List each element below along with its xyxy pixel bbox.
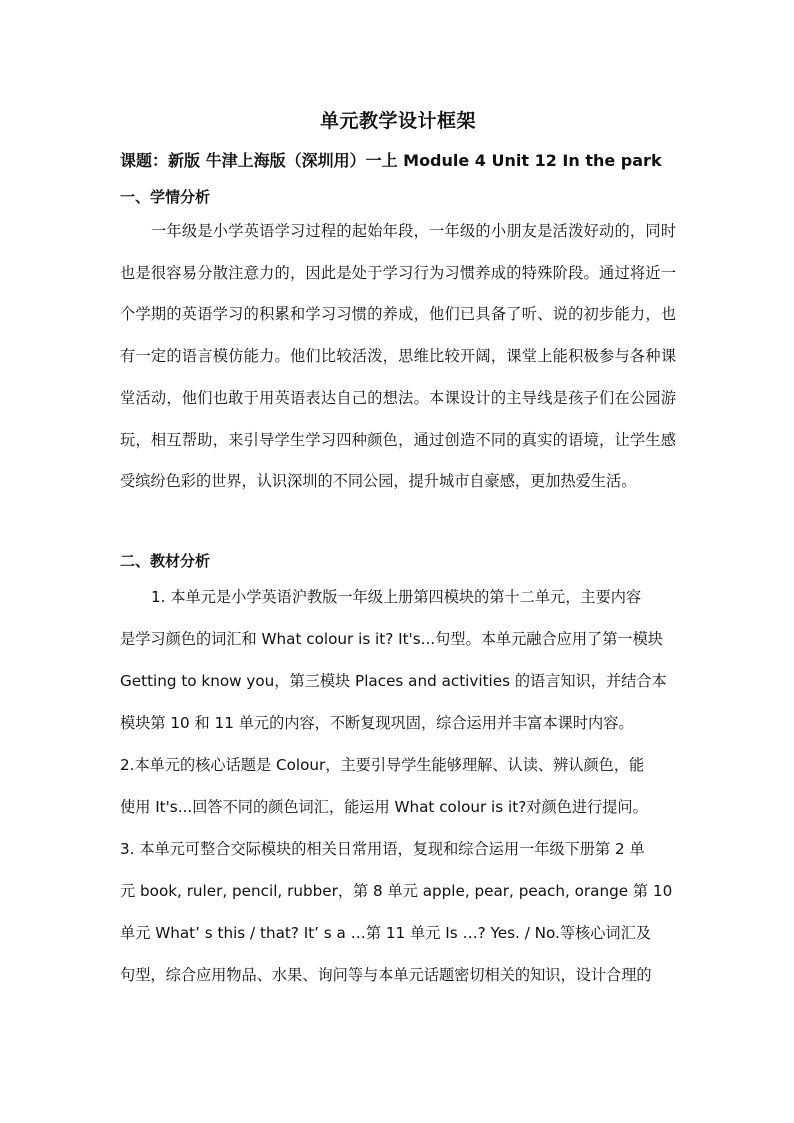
material-item3-line: 元 book, ruler, pencil, rubber，第 8 单元 apple, pear, peach, orange 第 10	[120, 882, 673, 900]
material-item3-line: 单元 What’ s this / that? It’ s a …第 11 单元 Is …? Yes. / No.等核心词汇及	[120, 924, 651, 942]
document-page	[120, 0, 676, 1123]
section-heading-material-analysis: 二、教材分析	[120, 552, 211, 570]
course-line: 课题：新版 牛津上海版（深圳用）一上 Module 4 Unit 12 In the park	[120, 151, 662, 170]
material-item3-line: 句型，综合应用物品、水果、询问等与本单元话题密切相关的知识，设计合理的	[120, 966, 652, 984]
material-item3-line: 3. 本单元可整合交际模块的相关日常用语，复现和综合运用一年级下册第 2 单	[120, 840, 645, 858]
section-heading-learner-analysis: 一、学情分析	[120, 188, 211, 206]
learner-analysis-paragraph: 一年级是小学英语学习过程的起始年段，一年级的小朋友是活泼好动的，同时也是很容易分散注意力的，因此是处于学习行为习惯养成的特殊阶段。通过将近一个学期的英语学习的积累和学习习惯的养成，他们已具备了听、说的初步能力，也有一定的语言模仿能力。他们比较活泼，思维比较开阔，课堂上能积极参与各种课堂活动，他们也敢于用英语表达自己的想法。本课设计的主导线是孩子们在公园游玩，相互帮助，来引导学生学习四种颜色，通过创造不同的真实的语境，让学生感受缤纷色彩的世界，认识深圳的不同公园，提升城市自豪感，更加热爱生活。	[120, 222, 676, 491]
material-item1-line: 1. 本单元是小学英语沪教版一年级上册第四模块的第十二单元，主要内容	[151, 588, 642, 606]
material-item2-line: 2.本单元的核心话题是 Colour，主要引导学生能够理解、认读、辨认颜色，能	[120, 756, 645, 774]
document-title: 单元教学设计框架	[319, 110, 476, 132]
material-item2-line: 使用 It's...回答不同的颜色词汇，能运用 What colour is it?对颜色进行提问。	[120, 798, 648, 816]
material-item1-line: 是学习颜色的词汇和 What colour is it? It's...句型。本单元融合应用了第一模块	[120, 630, 663, 648]
material-item1-line: 模块第 10 和 11 单元的内容，不断复现巩固，综合运用并丰富本课时内容。	[120, 714, 634, 732]
material-item1-line: Getting to know you，第三模块 Places and activities 的语言知识，并结合本	[120, 672, 667, 690]
